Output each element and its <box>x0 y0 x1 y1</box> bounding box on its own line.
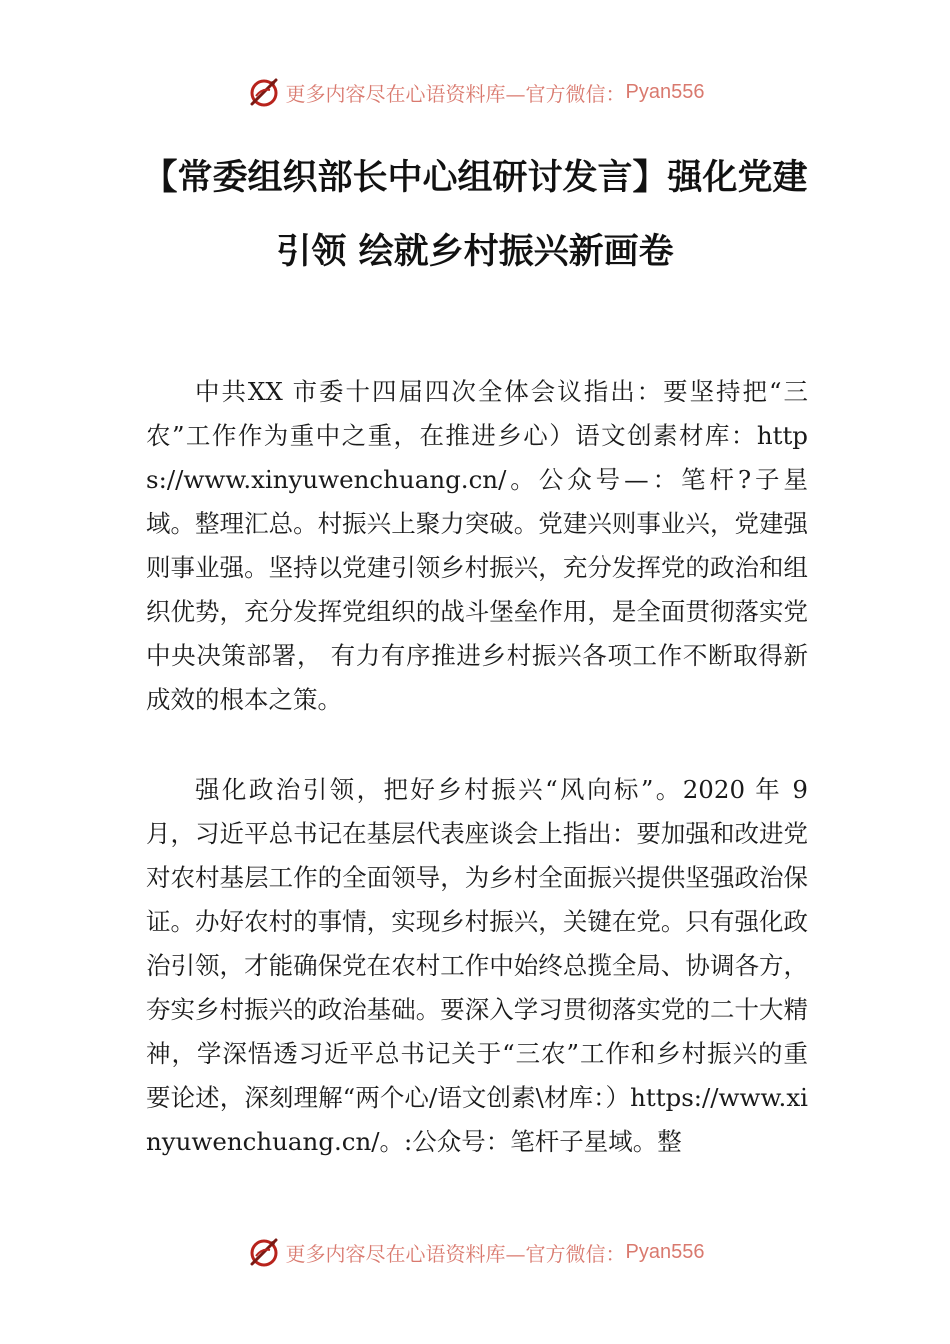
document-title-line-1: 【常委组织部长中心组研讨发言】强化党建 <box>142 158 808 198</box>
body-paragraph-2: 强化政治引领，把好乡村振兴“风向标”。2020 年 9 月，习近平总书记在基层代表座谈会上指出：要加强和改进党对农村基层工作的全面领导，为乡村全面振兴提供坚强政治保证。办好农村的事情，实现乡村振兴，关键在党。只有强化政治引领，才能确保党在农村工作中始终总揽全局、协调各方，夯实乡村振兴的政治基础。要深入学习贯彻落实党的二十大精神，学深悟透习近平总书记关于“三农”工作和乡村振兴的重要论述，深刻理解“两个心/语文创素\材库：）https://www.xinyuwenchuang.cn/。:公众号：笔杆子星域。整 <box>146 775 808 1156</box>
watermark-text: 更多内容尽在心语资料库—官方微信： <box>285 81 626 106</box>
watermark-account: Pyan556 <box>625 1240 705 1263</box>
body-paragraph-1: 中共XX 市委十四届四次全体会议指出：要坚持把“三农”工作作为重中之重，在推进乡心）语文创素材库：https://www.xinyuwenchuang.cn/。公众号—：笔杆?子星域。整理汇总。村振兴上聚力突破。党建兴则事业兴，党建强则事业强。坚持以党建引领乡村振兴，充分发挥党的政治和组织优势，充分发挥党组织的战斗堡垒作用，是全面贯彻落实党中央决策部署， 有力有序推进乡村振兴各项工作不断取得新成效的根本之策。 <box>146 377 808 714</box>
pen-logo-icon <box>246 74 282 110</box>
watermark-text: 更多内容尽在心语资料库—官方微信： <box>285 1241 626 1266</box>
document-title-line-2: 引领 绘就乡村振兴新画卷 <box>276 232 674 272</box>
pen-logo-icon <box>246 1234 282 1270</box>
footer-watermark-banner <box>0 1232 950 1272</box>
watermark-account: Pyan556 <box>625 80 705 103</box>
header-watermark-banner <box>0 72 950 112</box>
